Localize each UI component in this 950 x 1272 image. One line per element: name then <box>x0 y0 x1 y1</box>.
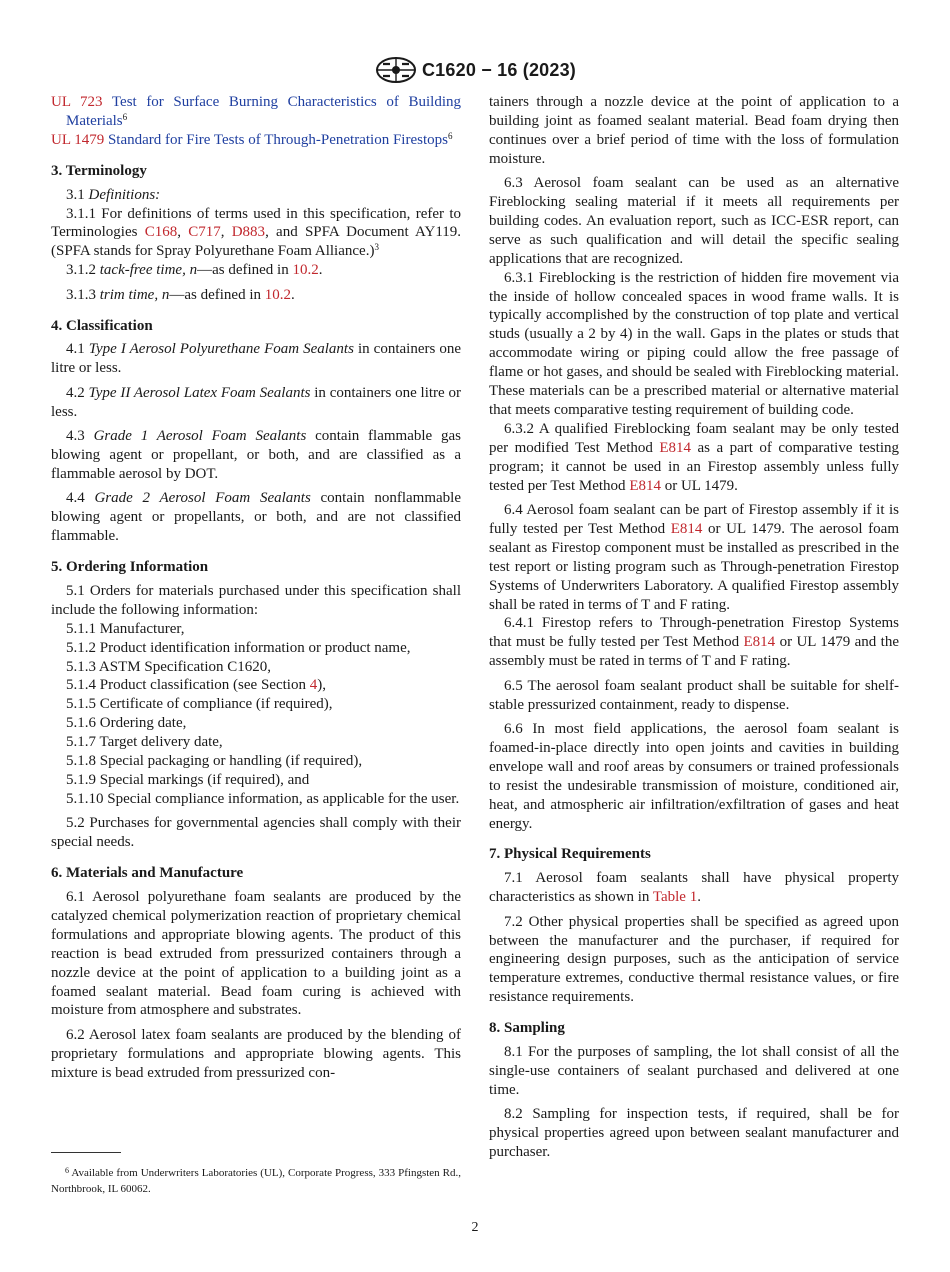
footnote <box>51 1163 461 1197</box>
section-link[interactable]: 10.2 <box>292 262 319 279</box>
page-number: 2 <box>471 1220 479 1235</box>
paragraph: 5.2 Purchases for governmental agencies shall comply with their special needs. <box>51 815 461 851</box>
standard-link[interactable]: C717 <box>188 224 221 241</box>
paragraph: 6.3.1 Fireblocking is the restriction of hidden fire movement via the inside of hollow concealed spaces in wood frame walls. It is typically accomplished by the construction of top plate and vertical studs (usually a 2 by 4) in the wall. Gaps in the plates or studs that accommodate wiring or piping could allow the free passage of flame or hot gases, and should be sealed with Fireblocking material. These materials can be a prescribed material or alternative material that meets comparative testing requirement of building code. <box>489 269 899 418</box>
standard-link[interactable]: E814 <box>659 439 692 456</box>
paragraph: 4.1 Type I Aerosol Polyurethane Foam Sealants in containers one litre or less. <box>51 341 462 377</box>
ref-code-link[interactable]: UL 723 <box>51 94 103 110</box>
left-column <box>51 93 461 1083</box>
section-link[interactable]: 4 <box>309 677 318 694</box>
section-link[interactable]: 10.2 <box>264 286 291 303</box>
section-heading: 6. Materials and Manufacture <box>51 865 244 882</box>
standard-link[interactable]: E814 <box>743 634 776 651</box>
standard-link[interactable]: D883 <box>231 224 266 241</box>
footnote-divider <box>51 1152 121 1153</box>
section-heading: 5. Ordering Information <box>51 559 209 576</box>
section-heading: 7. Physical Requirements <box>489 846 651 863</box>
ref-code-link[interactable]: UL 1479 <box>51 131 105 148</box>
list-item: 5.1.9 Special markings (if required), and <box>66 772 310 788</box>
reference-ul1479 <box>51 131 461 150</box>
list-item: 5.1.2 Product identification information or product name, <box>66 639 411 656</box>
paragraph: 3.1.1 For definitions of terms used in this specification, refer to Terminologies C168, C717, D883, and SPFA Document AY119. (SPFA stands for Spray Polyurethane Foam Alliance.)$^3$ <box>51 205 462 260</box>
list-item: 5.1.4 Product classification (see Section 4), <box>66 677 326 694</box>
paragraph: 3.1 Definitions: <box>66 186 161 203</box>
footnote-ref: 3 <box>374 242 379 253</box>
paragraph: 3.1.3 trim time, n—as defined in 10.2. <box>66 286 295 303</box>
table-link[interactable]: Table 1 <box>652 889 698 906</box>
reference-ul723 <box>51 93 461 131</box>
footnote-text: Available from Underwriters Laboratories (UL), Corporate Progress, 333 Pfingsten Rd., Northbrook, IL 60062. <box>51 1167 461 1195</box>
section-heading: 4. Classification <box>51 317 153 334</box>
paragraph: 6.4.1 Firestop refers to Through-penetration Firestop Systems that must be fully tested per Test Method E814 or UL 1479 and the assembly must be rated in terms of T and F rating. <box>489 615 900 670</box>
page-header <box>0 56 950 84</box>
footnote-ref: 6 <box>447 130 453 141</box>
right-column <box>489 93 899 1162</box>
list-item: 5.1.3 ASTM Specification C1620, <box>66 658 271 675</box>
paragraph: 4.3 Grade 1 Aerosol Foam Sealants contain flammable gas blowing agent or propellant, or both, and are classified as a flammable aerosol by DOT. <box>51 428 461 482</box>
paragraph: 3.1.2 tack-free time, n—as defined in 10.2. <box>66 262 323 279</box>
paragraph: 6.6 In most field applications, the aerosol foam sealant is foamed-in-place directly into open joints and cavities in building envelope wall and roof areas by consumers or trained professionals to resist the undesirable transmission of moisture, conditioned air, heat, and atmospheric air infiltration/exfiltration of gases and heat energy. <box>489 721 899 832</box>
paragraph: 6.2 Aerosol latex foam sealants are produced by the blending of proprietary formulations and appropriate blowing agents. This mixture is bead extruded from pressurized con- <box>51 1026 461 1081</box>
paragraph: 8.2 Sampling for inspection tests, if required, shall be for physical properties agreed upon between sealant manufacturer and purchaser. <box>489 1106 899 1161</box>
paragraph: tainers through a nozzle device at the point of application to a building joint as foamed sealant material. Bead foam drying then continues over a brief period of time with the loss of formulation moisture. <box>489 94 899 167</box>
standard-link[interactable]: E814 <box>670 520 703 537</box>
section-heading: 8. Sampling <box>489 1020 565 1037</box>
standard-link[interactable]: C168 <box>144 224 178 241</box>
paragraph: 6.3.2 A qualified Fireblocking foam sealant may be only tested per modified Test Method E814 as a part of comparative testing program; it cannot be used in an Firestop assembly unless fully tested per Test Method E814 or UL 1479. <box>489 420 899 494</box>
list-item: 5.1.7 Target delivery date, <box>66 734 223 751</box>
paragraph: 6.5 The aerosol foam sealant product shall be suitable for shelf-stable pressurized containment, ready to dispense. <box>489 677 899 713</box>
paragraph: 7.1 Aerosol foam sealants shall have physical property characteristics as shown in Table 1. <box>489 870 899 906</box>
document-id: C1620 − 16 (2023) <box>421 59 576 80</box>
standard-link[interactable]: E814 <box>629 477 661 494</box>
ref-title-link[interactable]: Test for Surface Burning Characteristics of Building Materials <box>66 94 461 129</box>
paragraph: 8.1 For the purposes of sampling, the lot shall consist of all the single-use containers of sealant purchased and delivered at one time. <box>489 1044 899 1098</box>
astm-logo-icon <box>374 56 418 84</box>
paragraph: 6.4 Aerosol foam sealant can be part of Firestop assembly if it is fully tested per Test Method E814 or UL 1479. The aerosol foam sealant as Firestop component must be installed as prescribed in the test report or listing program such as Through-penetration Firestop Systems of Underwriters Laboratory. A qualified Firestop assembly shall be rated in terms of T and F rating. <box>489 502 900 613</box>
paragraph: 6.3 Aerosol foam sealant can be used as an alternative Fireblocking sealing material if it meets all requirements per building codes. An evaluation report, such as ICC-ESR report, can serve as such qualification and will detail the specific sealing applications that are recognized. <box>489 175 899 267</box>
list-item: 5.1.1 Manufacturer, <box>66 620 185 637</box>
list-item: 5.1.8 Special packaging or handling (if required), <box>66 753 363 770</box>
paragraph: 4.2 Type II Aerosol Latex Foam Sealants in containers one litre or less. <box>51 384 461 420</box>
ref-title-link[interactable]: Standard for Fire Tests of Through-Penetration Firestops <box>107 131 448 148</box>
footnote-ref: 6 <box>122 111 128 122</box>
list-item: 5.1.10 Special compliance information, as applicable for the user. <box>66 790 460 807</box>
paragraph: 6.1 Aerosol polyurethane foam sealants are produced by the catalyzed chemical polymerization reaction of proprietary chemical formulations and appropriate blowing agents. The product of this reaction is bead extruded from pressurized containers through a nozzle device at the point of application to a building joint as a foamed sealant material. Bead foam curing is achieved with moisture from atmosphere and substrates. <box>51 889 461 1019</box>
paragraph: 5.1 Orders for materials purchased under this specification shall include the following information: <box>51 582 461 618</box>
section-heading: 3. Terminology <box>51 162 147 179</box>
paragraph: 4.4 Grade 2 Aerosol Foam Sealants contain nonflammable blowing agent or propellants, or both, and are not classified flammable. <box>51 490 462 545</box>
footnote-label: 6 <box>65 1166 69 1175</box>
paragraph: 7.2 Other physical properties shall be specified as agreed upon between the manufacturer and the purchaser, if required for engineering design purposes, such as the anticipation of service temperature extremes, conductive thermal resistance values, or fire resistance requirements. <box>489 913 899 1006</box>
list-item: 5.1.5 Certificate of compliance (if required), <box>66 696 333 713</box>
list-item: 5.1.6 Ordering date, <box>66 715 187 732</box>
